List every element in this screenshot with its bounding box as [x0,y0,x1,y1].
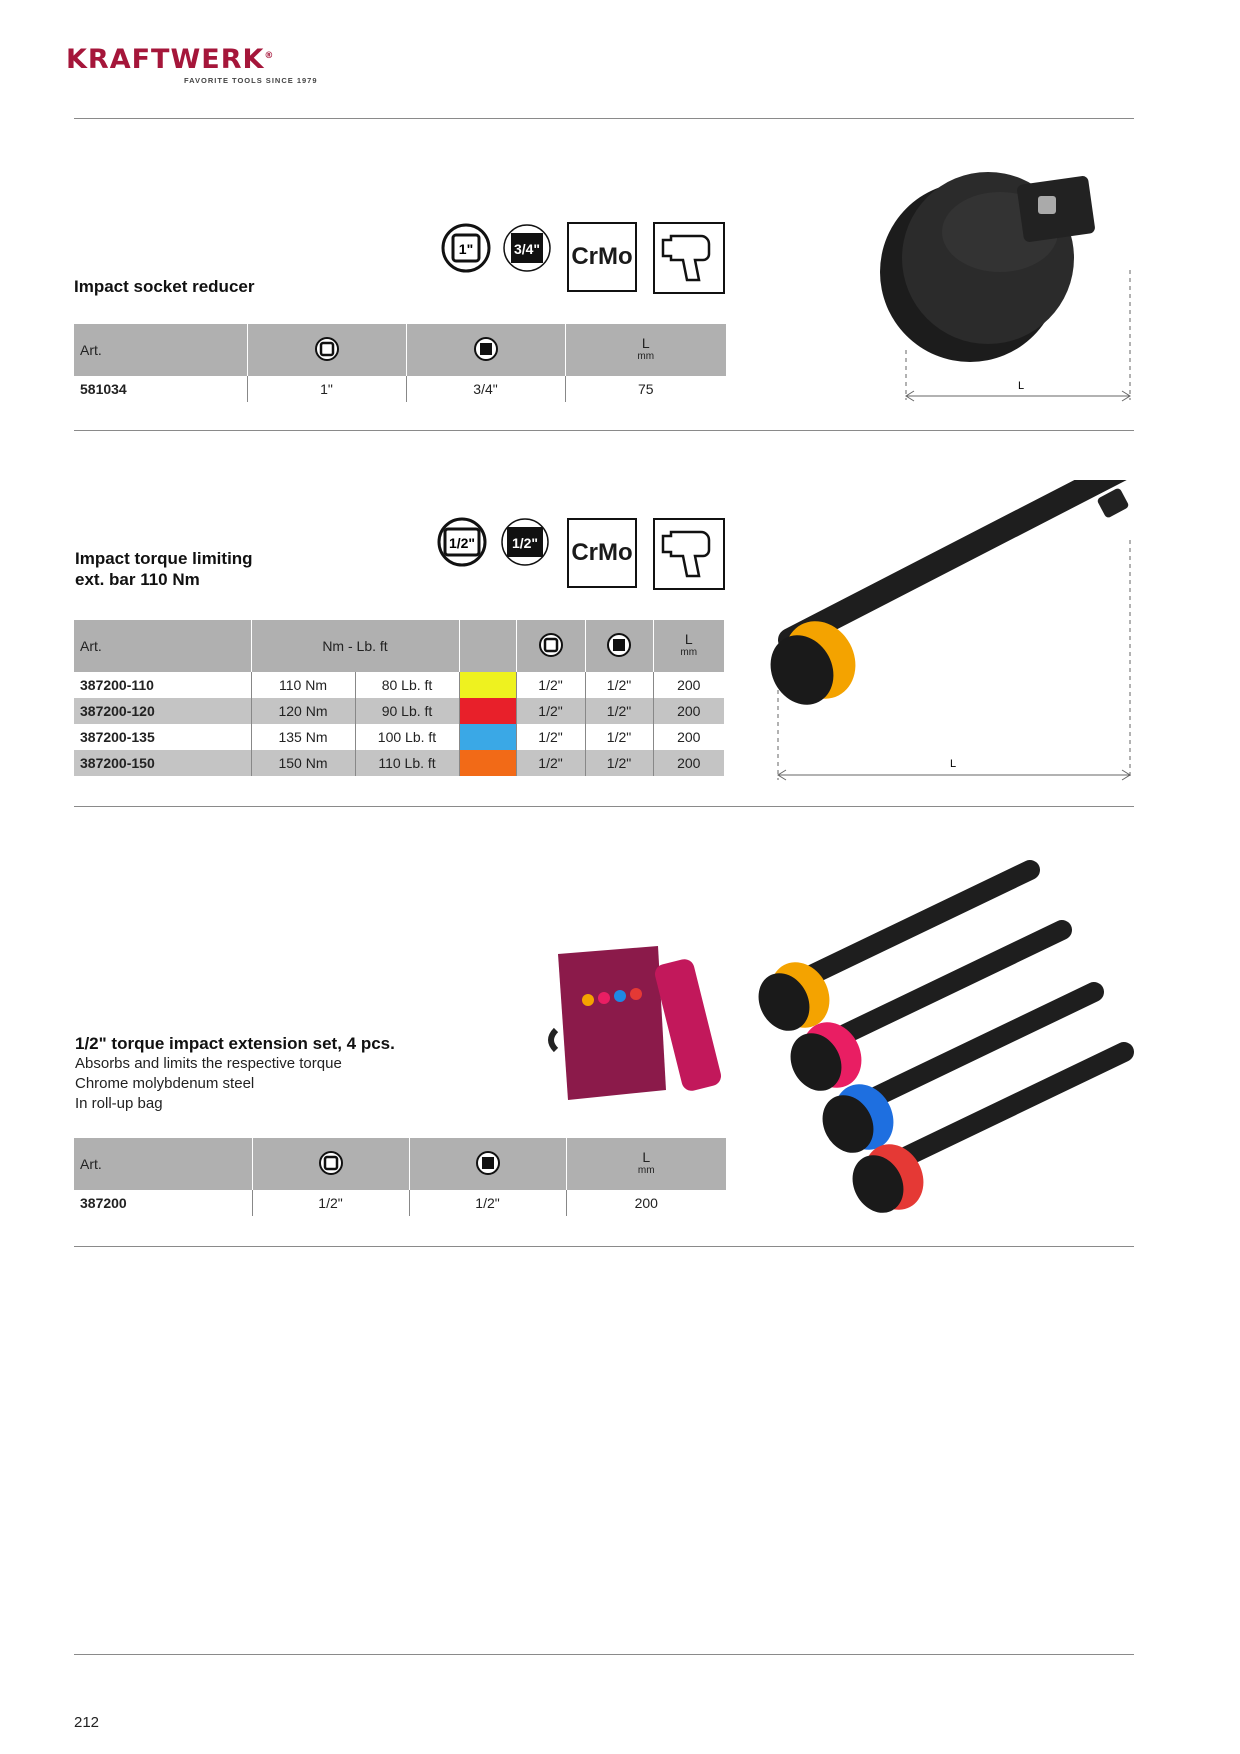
feature-item: In roll-up bag [75,1095,163,1112]
table-row [74,376,726,402]
table-row [74,724,724,750]
length: 200 [653,698,724,724]
art-number: 387200-150 [74,750,251,776]
drive-in: 1/2" [516,698,585,724]
spec-table [74,1138,726,1216]
drive-size-badge [437,517,487,572]
impact-wrench-icon [653,222,725,299]
length-label: L [641,335,650,351]
torque-lbft: 100 Lb. ft [355,724,459,750]
col-header-art: Art. [74,620,251,672]
page-number: 212 [74,1714,100,1731]
divider [74,430,1134,431]
drive-in: 1" [247,376,406,402]
torque-nm: 135 Nm [251,724,355,750]
col-header-torque: Nm - Lb. ft [251,620,459,672]
art-number: 387200-110 [80,677,154,693]
square-drive-outline-icon [318,1150,344,1176]
square-drive-filled-icon [475,1150,501,1176]
badge-text: 1/2" [511,535,539,551]
square-drive-outline-icon [314,336,340,362]
impact-wrench-icon [653,518,725,595]
unit-label: mm [637,1165,655,1176]
spec-table [74,324,726,402]
badge-text: 3/4" [513,241,541,257]
drive-out: 1/2" [585,750,653,776]
torque-lbft: 110 Lb. ft [355,750,459,776]
col-header-drive-out [585,620,653,672]
divider [74,1246,1134,1247]
art-number: 387200 [80,1195,127,1211]
badge-text: 1" [458,241,474,257]
drive-out: 1/2" [585,698,653,724]
drive-in: 1/2" [516,672,585,698]
col-header-drive-out [406,324,565,376]
product-image-reducer [870,160,1140,410]
crmo-badge: CrMo [567,518,637,588]
product-image-torque-bar [760,480,1140,790]
drive-size-badge [502,223,552,278]
dimension-label: L [950,758,957,770]
torque-lbft: 90 Lb. ft [355,698,459,724]
col-header-drive-out [409,1138,566,1190]
table-row [74,698,724,724]
divider [74,118,1134,119]
length: 200 [566,1190,726,1216]
art-number: 581034 [80,381,127,397]
torque-nm: 110 Nm [251,672,355,698]
col-header-length [566,1138,726,1190]
brand-name: KRAFTWERK [66,44,265,75]
crmo-badge: CrMo [567,222,637,292]
feature-item: Chrome molybdenum steel [75,1075,255,1092]
col-header-drive-in [247,324,406,376]
square-drive-filled-icon [473,336,499,362]
brand-logo [66,44,274,75]
table-row [74,1190,726,1216]
square-drive-outline-icon [538,632,564,658]
color-swatch [459,698,516,724]
brand-tagline: FAVORITE TOOLS SINCE 1979 [184,76,318,85]
product-image-extension-set [740,850,1140,1220]
product-image-rollup-bag [548,940,728,1110]
drive-in: 1/2" [516,750,585,776]
section-title: Impact socket reducer [74,277,255,296]
length-label: L [684,631,693,647]
torque-nm: 120 Nm [251,698,355,724]
art-number: 387200-120 [74,698,251,724]
drive-size-badge [441,223,491,278]
col-header-drive-in [252,1138,409,1190]
length: 200 [653,750,724,776]
section-title [75,548,253,590]
length: 200 [653,724,724,750]
color-swatch [459,672,516,698]
unit-label: mm [680,647,698,658]
feature-item: Absorbs and limits the respective torque [75,1055,342,1072]
table-row [74,750,724,776]
registered-mark: ® [264,51,275,61]
col-header-art: Art. [74,1138,252,1190]
col-header-length [565,324,726,376]
color-swatch [459,750,516,776]
drive-out: 1/2" [409,1190,566,1216]
divider [74,1654,1134,1655]
art-number: 387200-135 [80,729,155,745]
unit-label: mm [637,351,655,362]
badge-text: 1/2" [448,535,476,551]
col-header-drive-in [516,620,585,672]
section-title: 1/2" torque impact extension set, 4 pcs. [75,1034,395,1053]
drive-size-badge [500,517,550,572]
drive-in: 1/2" [252,1190,409,1216]
section-title-line1: Impact torque limiting [75,549,253,568]
square-drive-filled-icon [606,632,632,658]
section-title-line2: ext. bar 110 Nm [75,570,200,589]
length: 75 [565,376,726,402]
spec-table [74,620,724,776]
divider [74,806,1134,807]
table-row [74,672,724,698]
length: 200 [653,672,724,698]
dimension-label: L [1018,380,1025,392]
col-header-color [459,620,516,672]
col-header-art: Art. [74,324,247,376]
drive-out: 3/4" [406,376,565,402]
drive-out: 1/2" [585,724,653,750]
torque-lbft: 80 Lb. ft [355,672,459,698]
drive-in: 1/2" [516,724,585,750]
feature-list [75,1054,342,1114]
length-label: L [642,1149,651,1165]
color-swatch [459,724,516,750]
drive-out: 1/2" [585,672,653,698]
torque-nm: 150 Nm [251,750,355,776]
col-header-length [653,620,724,672]
